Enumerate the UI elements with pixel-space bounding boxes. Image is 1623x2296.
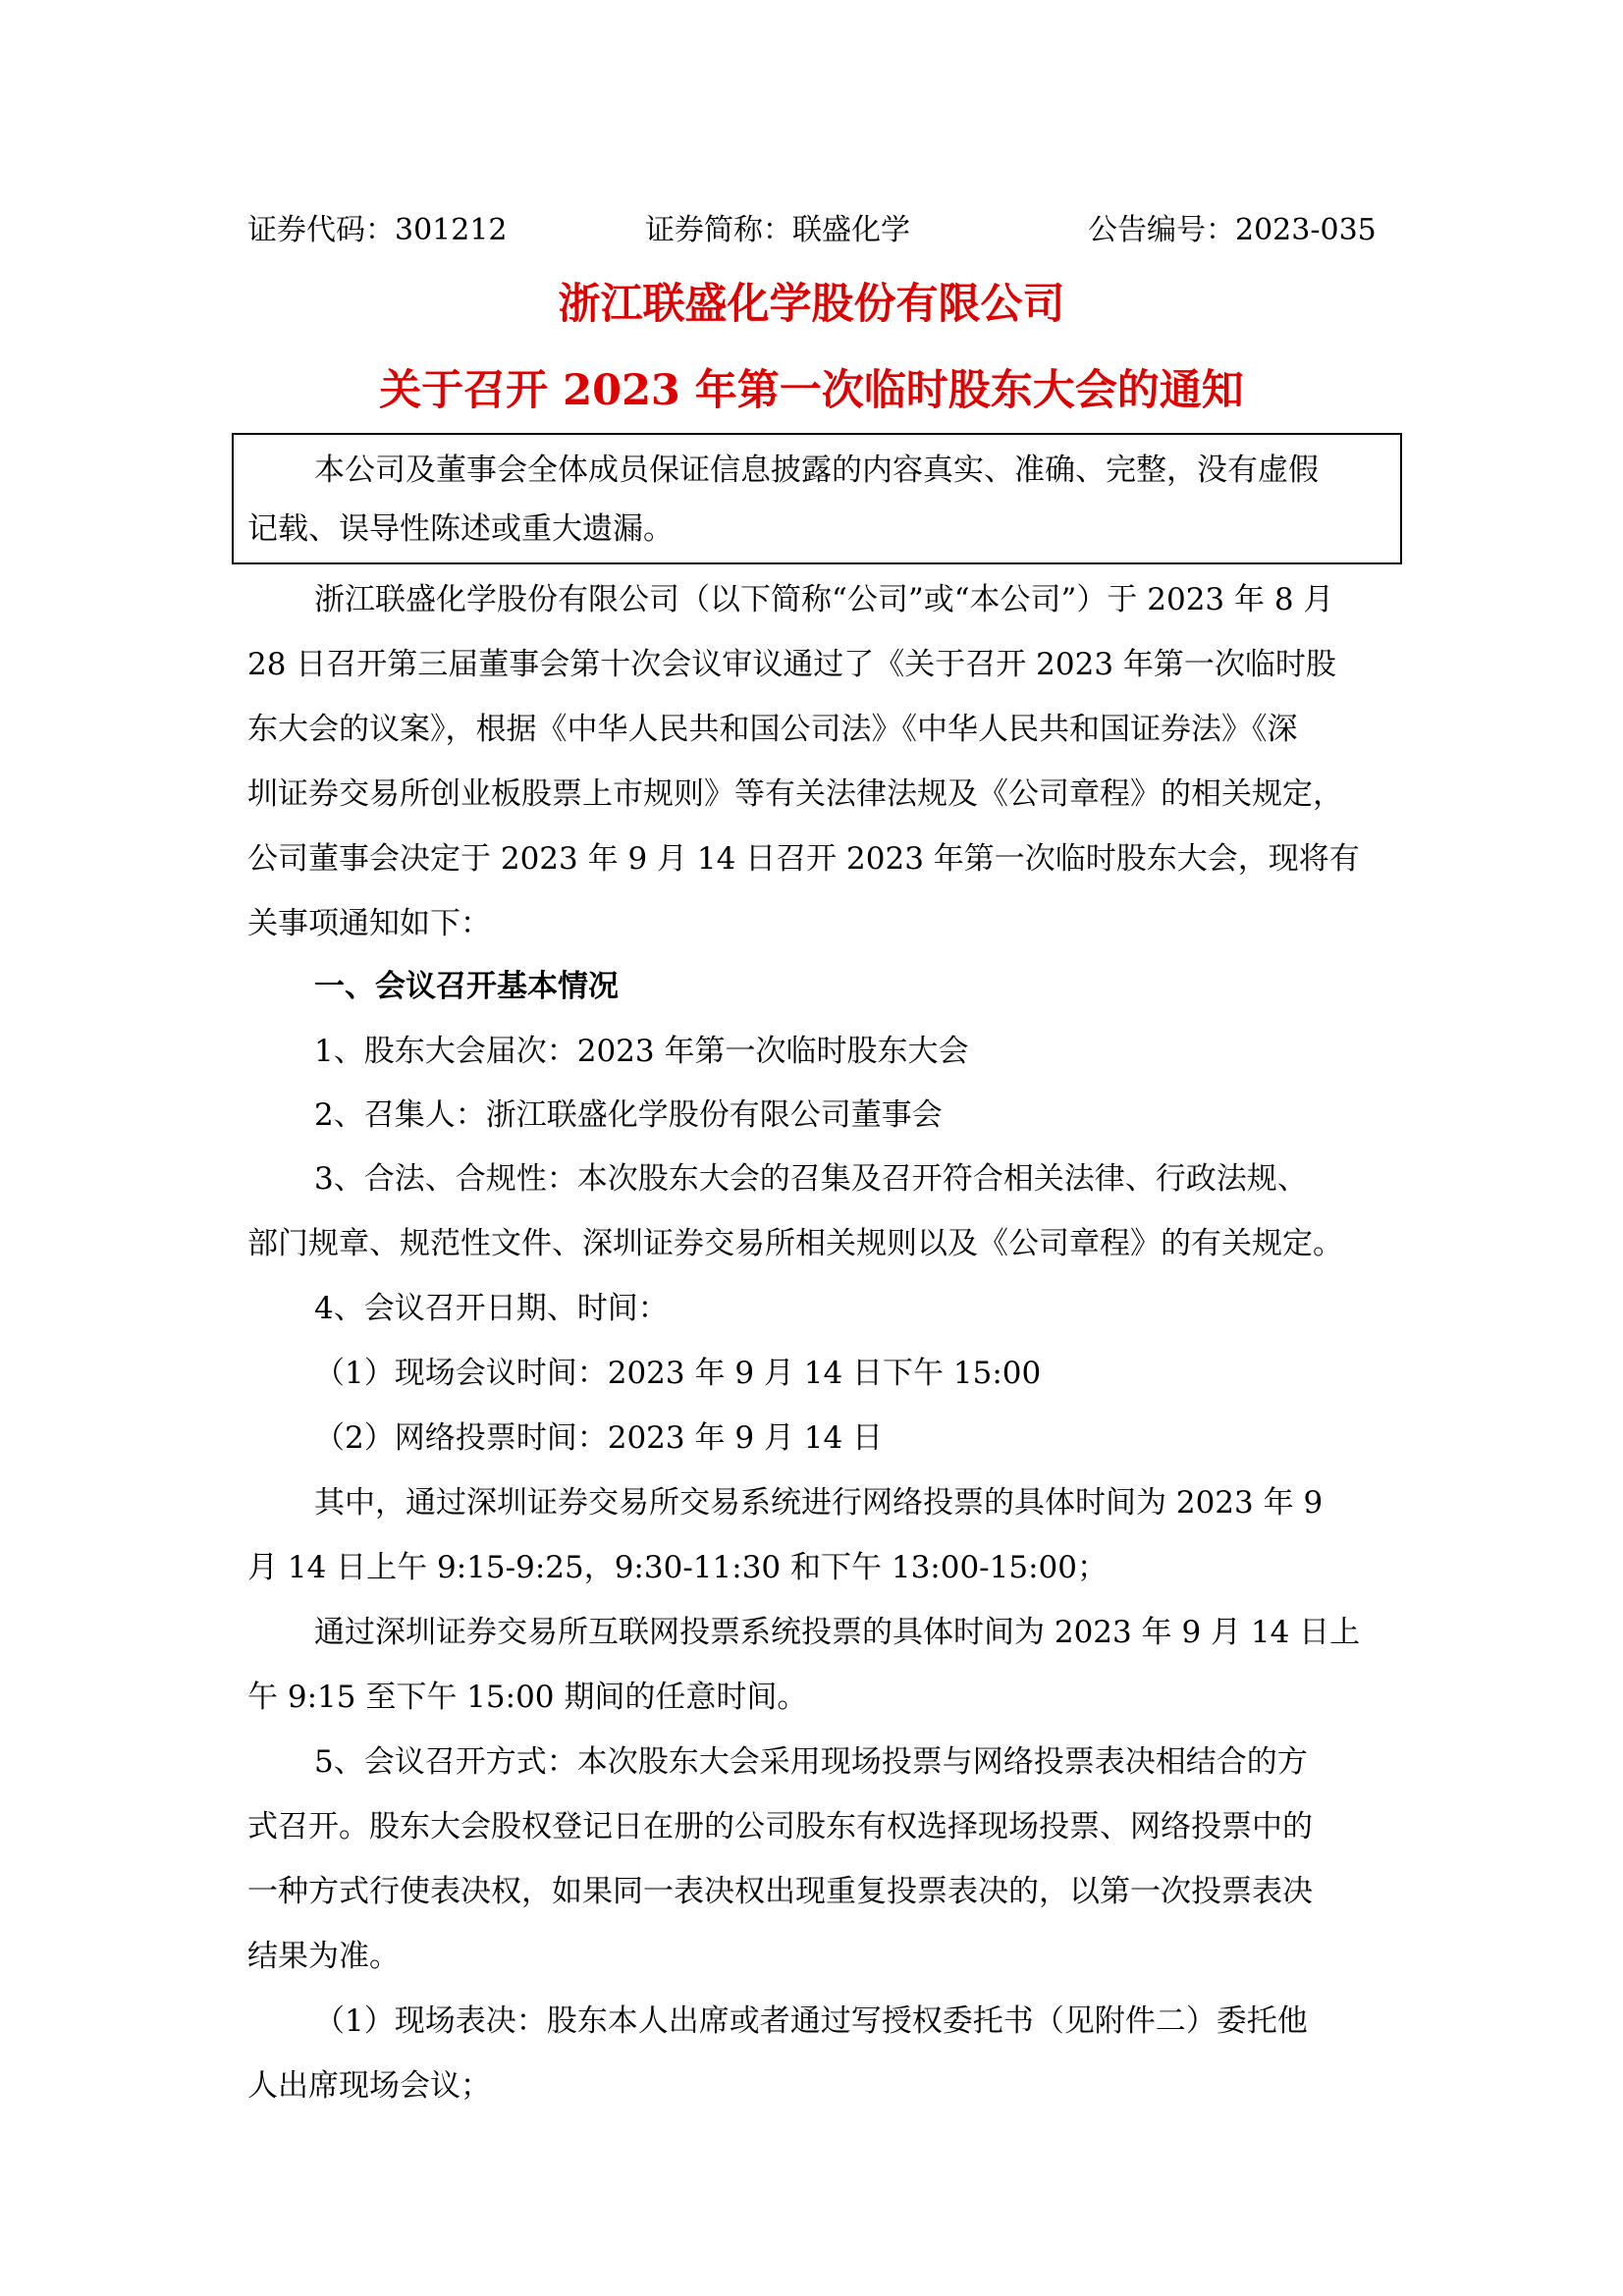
declaration-line: 本公司及董事会全体成员保证信息披露的内容真实、准确、完整，没有虚假 xyxy=(314,453,1319,488)
paragraph-line: 其中，通过深圳证券交易所交易系统进行网络投票的具体时间为 2023 年 9 xyxy=(314,1485,1324,1521)
list-item-continuation: 一种方式行使表决权，如果同一表决权出现重复投票表决的，以第一次投票表决 xyxy=(247,1874,1313,1909)
paragraph-line: 月 14 日上午 9:15-9:25，9:30-11:30 和下午 13:00-15:00； xyxy=(247,1550,1108,1585)
section-heading: 一、会议召开基本情况 xyxy=(314,969,619,1004)
notice-title: 关于召开 2023 年第一次临时股东大会的通知 xyxy=(379,366,1244,415)
paragraph-line: 午 9:15 至下午 15:00 期间的任意时间。 xyxy=(247,1680,808,1715)
sub-item: （1）现场会议时间：2023 年 9 月 14 日下午 15:00 xyxy=(314,1356,1042,1391)
company-title: 浙江联盛化学股份有限公司 xyxy=(558,280,1065,329)
paragraph-line: 通过深圳证券交易所互联网投票系统投票的具体时间为 2023 年 9 月 14 日上 xyxy=(314,1615,1361,1650)
list-item-continuation: 式召开。股东大会股权登记日在册的公司股东有权选择现场投票、网络投票中的 xyxy=(247,1809,1313,1844)
stock-code: 证券代码：301212 xyxy=(247,213,508,247)
list-item: 2、召集人：浙江联盛化学股份有限公司董事会 xyxy=(314,1097,943,1133)
stock-abbreviation: 证券简称：联盛化学 xyxy=(645,213,910,247)
intro-paragraph-line: 东大会的议案》，根据《中华人民共和国公司法》《中华人民共和国证券法》《深 xyxy=(247,712,1298,747)
list-item: 1、股东大会届次：2023 年第一次临时股东大会 xyxy=(314,1034,969,1069)
announcement-header xyxy=(247,206,1381,255)
sub-item-continuation: 人出席现场会议； xyxy=(247,2068,491,2104)
list-item: 5、会议召开方式：本次股东大会采用现场投票与网络投票表决相结合的方 xyxy=(314,1744,1308,1780)
sub-item: （1）现场表决：股东本人出席或者通过写授权委托书（见附件二）委托他 xyxy=(314,2003,1308,2039)
sub-item: （2）网络投票时间：2023 年 9 月 14 日 xyxy=(314,1420,884,1456)
intro-paragraph-line: 关事项通知如下： xyxy=(247,906,491,941)
announcement-number: 公告编号：2023-035 xyxy=(1088,213,1377,247)
intro-paragraph-line: 28 日召开第三届董事会第十次会议审议通过了《关于召开 2023 年第一次临时股 xyxy=(247,647,1336,682)
intro-paragraph-line: 圳证券交易所创业板股票上市规则》等有关法律法规及《公司章程》的相关规定， xyxy=(247,776,1343,812)
list-item-continuation: 部门规章、规范性文件、深圳证券交易所相关规则以及《公司章程》的有关规定。 xyxy=(247,1226,1343,1261)
list-item-continuation: 结果为准。 xyxy=(247,1939,400,1974)
declaration-line: 记载、误导性陈述或重大遗漏。 xyxy=(247,511,674,547)
list-item: 4、会议召开日期、时间： xyxy=(314,1291,669,1326)
list-item: 3、合法、合规性：本次股东大会的召集及召开符合相关法律、行政法规、 xyxy=(314,1161,1308,1197)
intro-paragraph-line: 公司董事会决定于 2023 年 9 月 14 日召开 2023 年第一次临时股东大会，现将有 xyxy=(247,841,1360,877)
intro-paragraph-line: 浙江联盛化学股份有限公司（以下简称“公司”或“本公司”）于 2023 年 8 月 xyxy=(314,582,1334,617)
